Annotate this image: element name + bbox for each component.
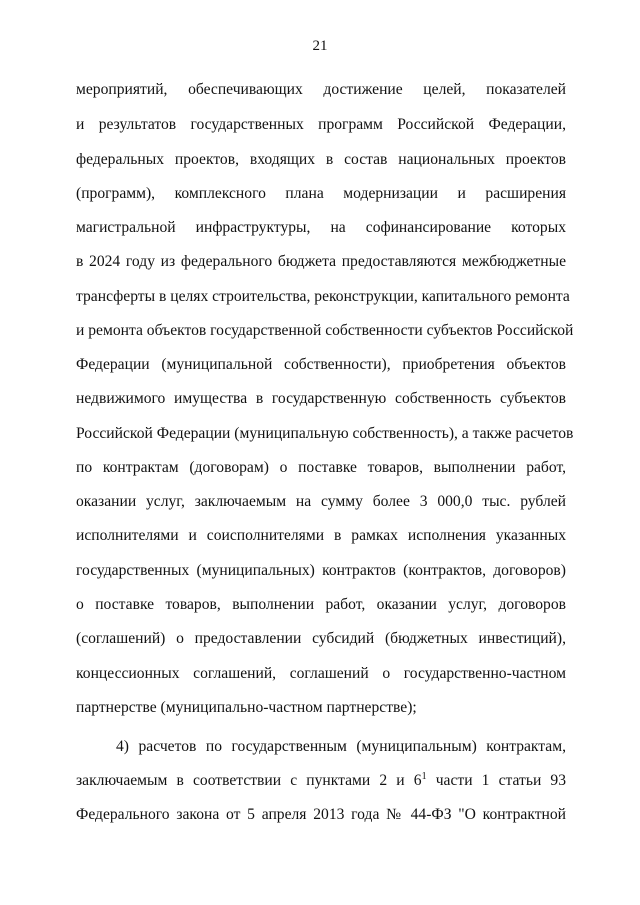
text-line: партнерстве (муниципально-частном партнерстве); bbox=[76, 699, 417, 716]
text-fragment: части 1 статьи 93 bbox=[426, 772, 567, 789]
text-line: недвижимого имущества в государственную собственность субъектов bbox=[76, 390, 566, 407]
text-line: государственных (муниципальных) контрактов (контрактов, договоров) bbox=[76, 562, 566, 579]
superscript: 1 bbox=[421, 770, 427, 782]
text-fragment: заключаемым в соответствии с пунктами 2 и 6 bbox=[76, 772, 422, 789]
text-line: и результатов государственных программ Российской Федерации, bbox=[76, 116, 566, 133]
text-line: концессионных соглашений, соглашений о государственно-частном bbox=[76, 665, 566, 682]
text-line: Федерации (муниципальной собственности), приобретения объектов bbox=[76, 356, 566, 373]
page-number: 21 bbox=[312, 38, 328, 54]
text-line: (соглашений) о предоставлении субсидий (бюджетных инвестиций), bbox=[76, 630, 566, 647]
text-line: 4) расчетов по государственным (муниципальным) контрактам, bbox=[116, 738, 566, 755]
text-line: и ремонта объектов государственной собственности субъектов Российской bbox=[76, 322, 574, 339]
text-line: (программ), комплексного плана модернизации и расширения bbox=[76, 185, 566, 202]
text-line: в 2024 году из федерального бюджета предоставляются межбюджетные bbox=[76, 253, 566, 270]
text-line: трансферты в целях строительства, реконструкции, капитального ремонта bbox=[76, 288, 570, 305]
text-line: магистральной инфраструктуры, на софинансирование которых bbox=[76, 219, 566, 236]
text-line: Российской Федерации (муниципальную собственность), а также расчетов bbox=[76, 425, 574, 442]
text-line: оказании услуг, заключаемым на сумму более 3 000,0 тыс. рублей bbox=[76, 493, 566, 510]
text-line: федеральных проектов, входящих в состав национальных проектов bbox=[76, 151, 566, 168]
text-line bbox=[76, 771, 566, 791]
text-line: Федерального закона от 5 апреля 2013 года № 44-ФЗ "О контрактной bbox=[76, 806, 566, 823]
text-line: по контрактам (договорам) о поставке товаров, выполнении работ, bbox=[76, 459, 566, 476]
text-line: исполнителями и соисполнителями в рамках исполнения указанных bbox=[76, 527, 566, 544]
text-line: мероприятий, обеспечивающих достижение целей, показателей bbox=[76, 81, 566, 98]
text-line: о поставке товаров, выполнении работ, оказании услуг, договоров bbox=[76, 596, 566, 613]
